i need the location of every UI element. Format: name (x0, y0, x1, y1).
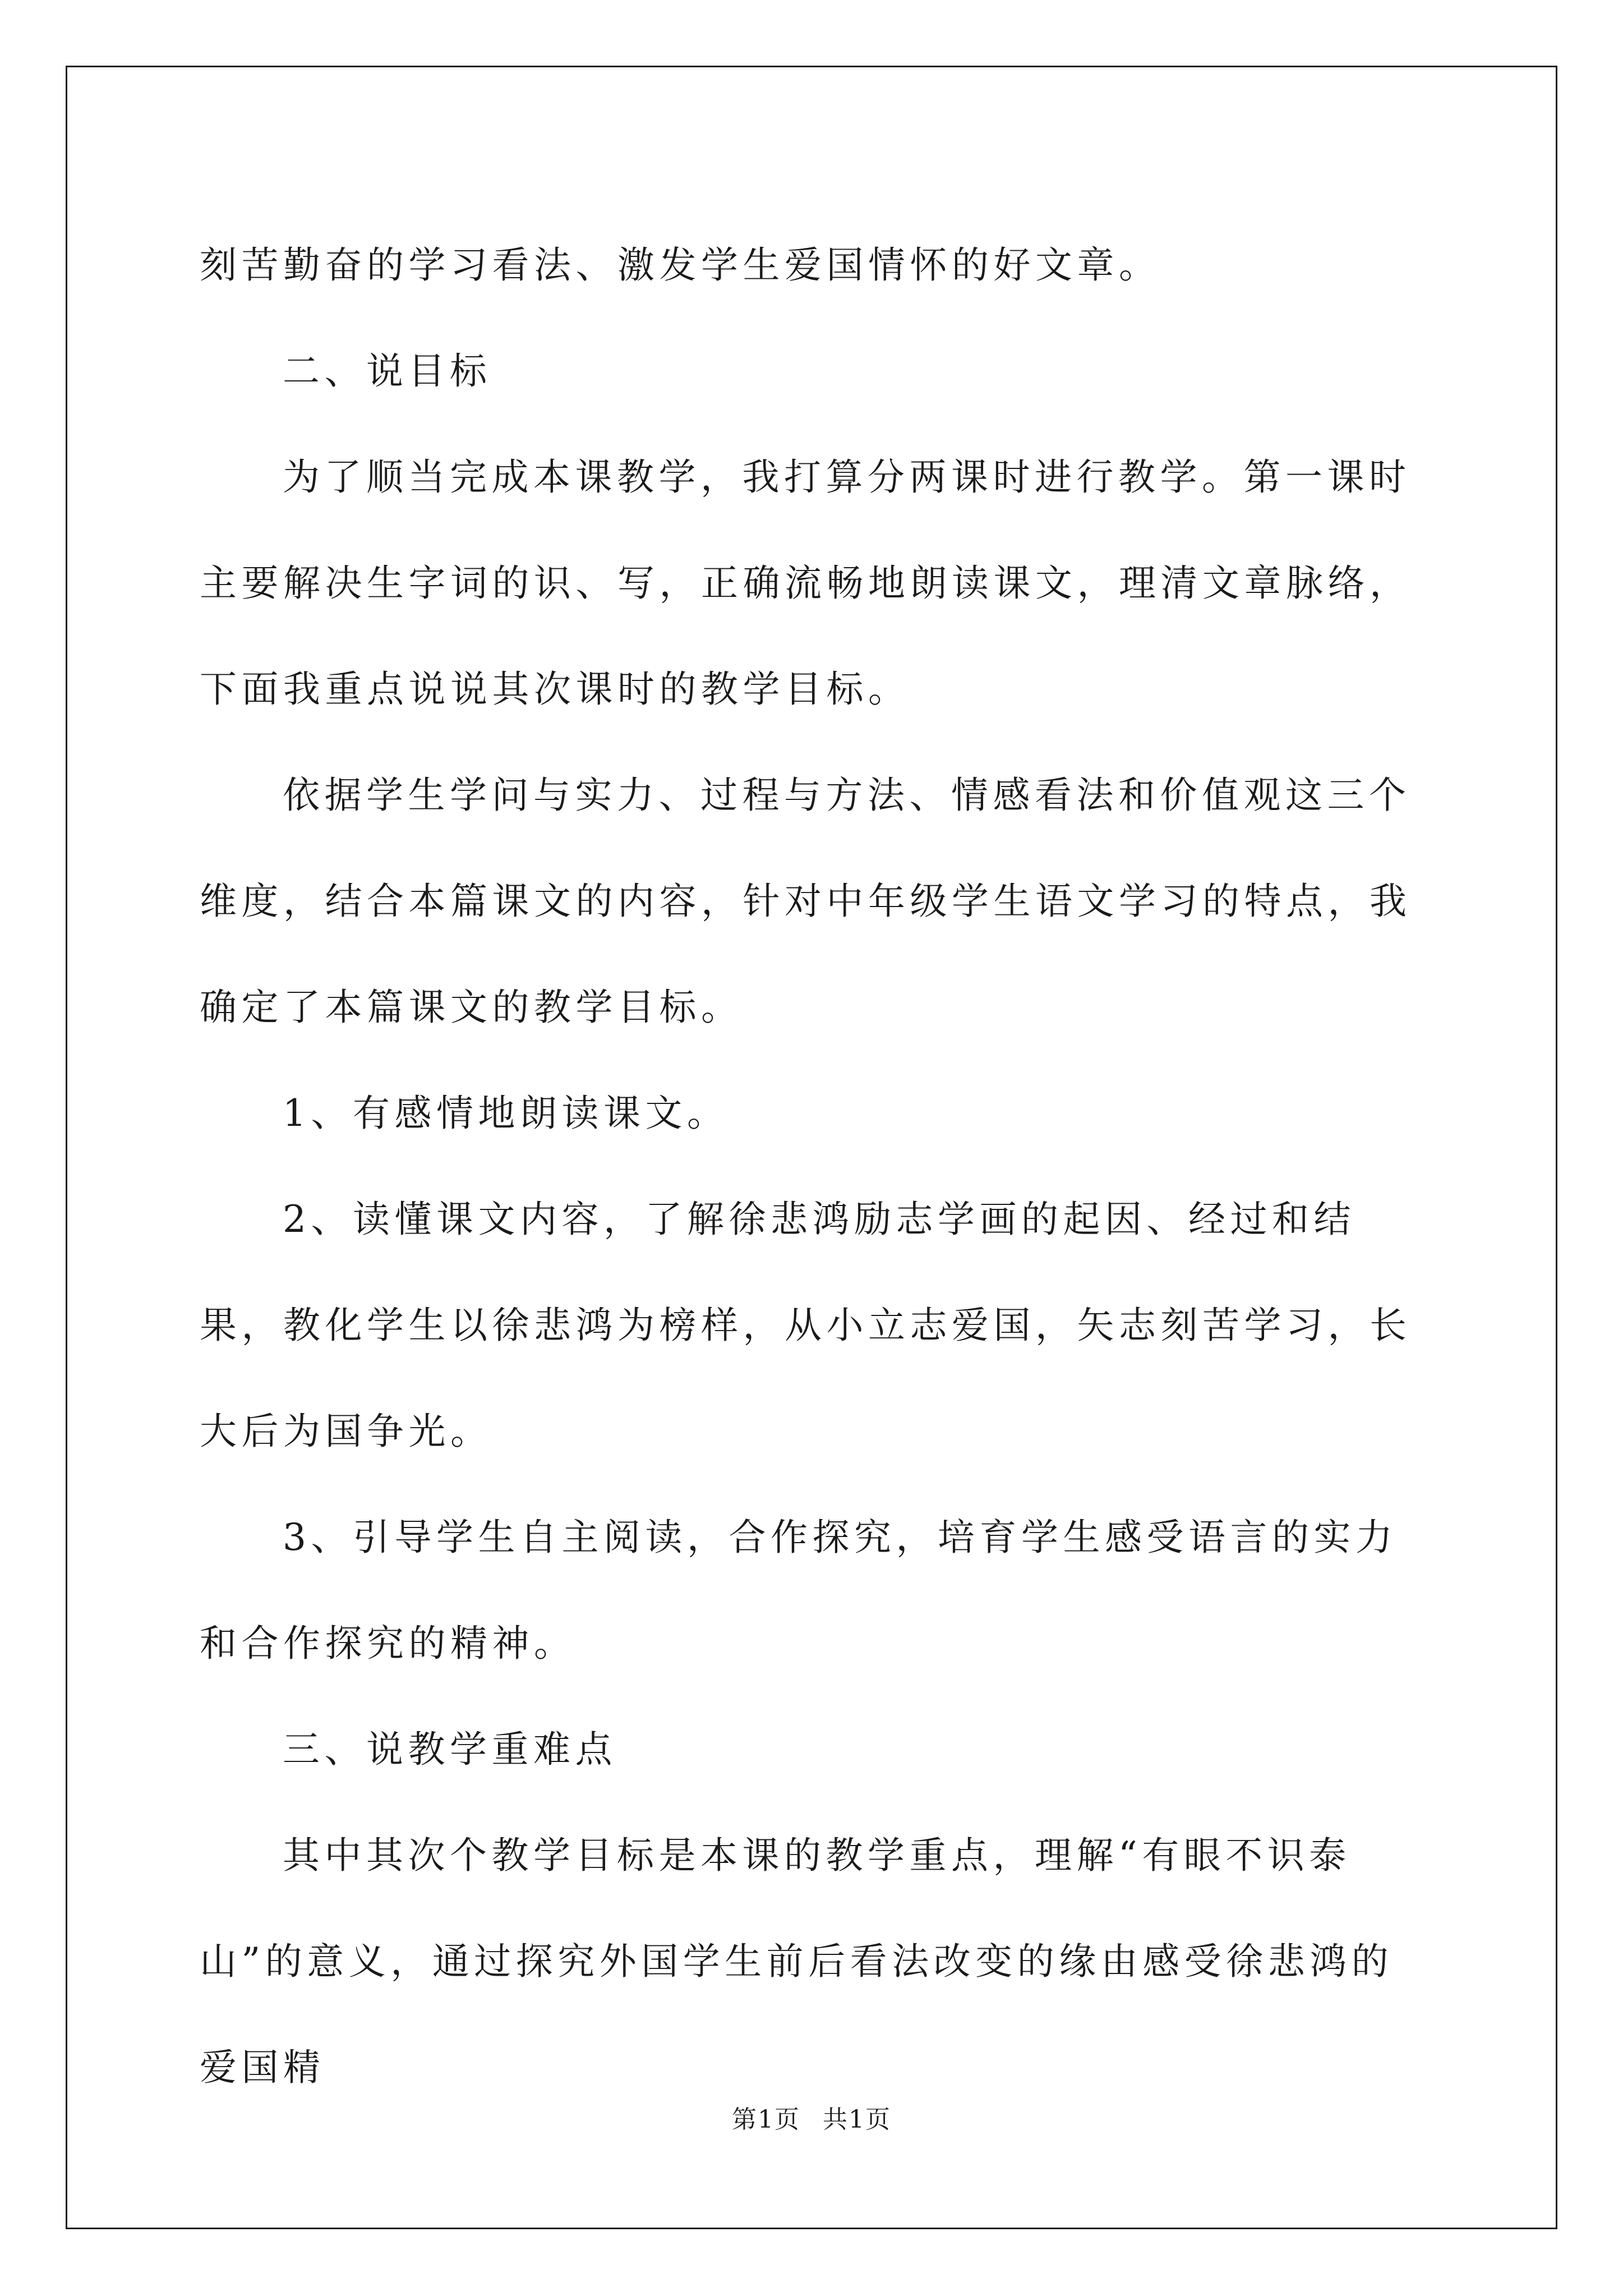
paragraph-goal-dimensions: 依据学生学问与实力、过程与方法、情感看法和价值观这三个维度，结合本篇课文的内容，针对中年级学生语文学习的特点，我确定了本篇课文的教学目标。 (200, 774, 1412, 1029)
page-total: 共1页 (823, 2105, 891, 2134)
page-number: 第1页 (732, 2105, 800, 2134)
goal-item-2: 2、读懂课文内容，了解徐悲鸿励志学画的起因、经过和结果，教化学生以徐悲鸿为榜样，从小立志爱国，矢志刻苦学习，长大后为国争光。 (200, 1198, 1412, 1453)
page-footer (0, 2103, 1623, 2137)
paragraph-key-points: 其中其次个教学目标是本课的教学重点，理解“有眼不识泰山”的意义，通过探究外国学生前后看法改变的缘由感受徐悲鸿的爱国精 (200, 1834, 1394, 2089)
section-heading-goals: 二、说目标 (283, 349, 492, 393)
paragraph-continuation: 刻苦勤奋的学习看法、激发学生爱国情怀的好文章。 (200, 243, 1161, 287)
goal-item-3: 3、引导学生自主阅读，合作探究，培育学生感受语言的实力和合作探究的精神。 (200, 1516, 1398, 1665)
goal-item-1: 1、有感情地朗读课文。 (283, 1092, 729, 1135)
section-heading-key-points: 三、说教学重难点 (283, 1728, 617, 1771)
document-body (200, 212, 1433, 2120)
paragraph-lesson-plan: 为了顺当完成本课教学，我打算分两课时进行教学。第一课时主要解决生字词的识、写，正确流畅地朗读课文，理清文章脉络，下面我重点说说其次课时的教学目标。 (200, 455, 1412, 711)
